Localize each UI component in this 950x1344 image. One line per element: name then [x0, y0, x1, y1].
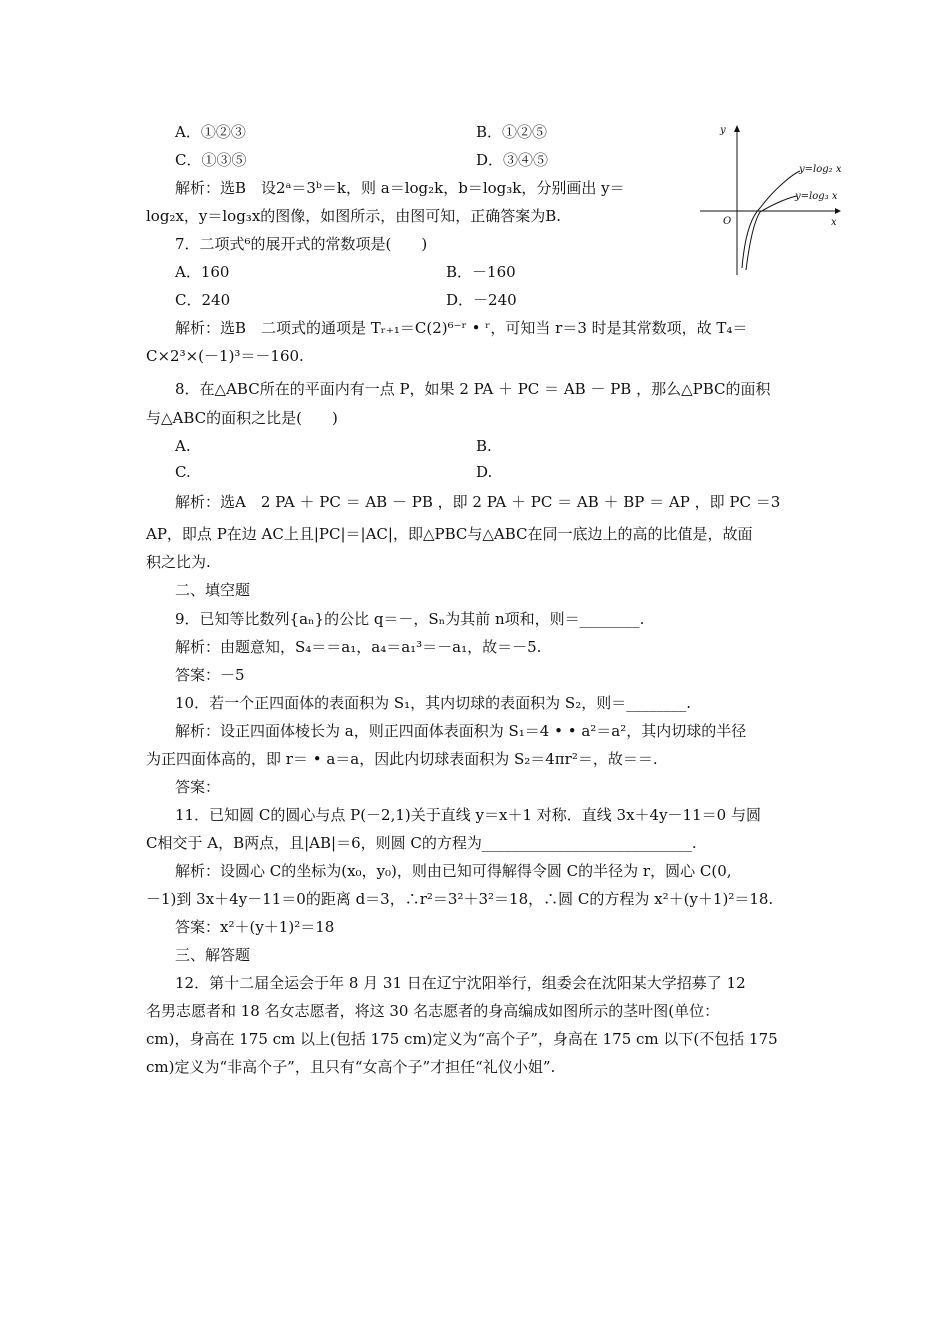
- x-axis-label: x: [831, 217, 837, 228]
- q9-solution: 解析：由题意知，S₄＝＝a₁，a₄＝a₁³＝－a₁，故＝－5.: [175, 638, 542, 656]
- q9-stem: 9．已知等比数列{aₙ}的公比 q＝－，Sₙ为其前 n项和，则＝________.: [175, 610, 645, 628]
- q8-option-b: B.: [476, 437, 492, 455]
- q6-solution-line-1: 解析：选B 设2ᵃ＝3ᵇ＝k，则 a＝log₂k，b＝log₃k，分别画出 y＝: [175, 179, 625, 197]
- x-axis-arrow: [835, 208, 841, 214]
- q12-line-3: cm)，身高在 175 cm 以上(包括 175 cm)定义为“高个子”，身高在 175 cm 以下(不包括 175: [146, 1030, 778, 1048]
- q8-stem-line-1: 8．在△ABC所在的平面内有一点 P，如果 2 PA ＋ PC ＝ AB － PB ，那么△PBC的面积: [175, 380, 771, 398]
- q8-option-a: A.: [175, 437, 191, 455]
- q6-option-a: A．①②③: [175, 123, 246, 141]
- q12-line-4: cm)定义为“非高个子”，且只有“女高个子”才担任“礼仪小姐”.: [146, 1058, 556, 1076]
- log2-curve: [742, 171, 800, 268]
- q7-solution-line-1: 解析：选B 二项式的通项是 Tᵣ₊₁＝C(2)⁶⁻ʳ • ʳ，可知当 r＝3 时是其常数项，故 T₄＝: [175, 319, 748, 337]
- log-graph-svg: [695, 120, 845, 280]
- q11-solution-line-2: －1)到 3x＋4y－11＝0的距离 d＝3，∴r²＝3²＋3²＝18，∴圆 C的方程为 x²＋(y＋1)²＝18.: [146, 890, 774, 908]
- q8-stem-line-2: 与△ABC的面积之比是( ): [146, 409, 338, 427]
- q11-stem-line-1: 11．已知圆 C的圆心与点 P(－2,1)关于直线 y＝x＋1 对称．直线 3x＋4y－11＝0 与圆: [175, 806, 761, 824]
- q8-solution-line-1: 解析：选A 2 PA ＋ PC ＝ AB － PB ，即 2 PA ＋ PC ＝ AB ＋ BP ＝ AP ，即 PC ＝3: [175, 493, 781, 511]
- q12-line-2: 名男志愿者和 18 名女志愿者，将这 30 名志愿者的身高编成如图所示的茎叶图(单位：: [146, 1002, 720, 1020]
- origin-label: O: [723, 216, 732, 227]
- q12-line-1: 12．第十二届全运会于年 8 月 31 日在辽宁沈阳举行，组委会在沈阳某大学招募了 12: [175, 974, 746, 992]
- q8-option-c: C.: [175, 463, 191, 481]
- q10-answer: 答案：: [175, 778, 221, 796]
- log3-curve-label: y=log₃ x: [795, 191, 838, 202]
- q8-option-d: D.: [476, 463, 493, 481]
- q11-stem-line-2: C相交于 A，B两点，且|AB|＝6，则圆 C的方程为____________________________.: [146, 834, 697, 852]
- q6-option-c: C．①③⑤: [175, 151, 247, 169]
- y-axis-arrow: [734, 125, 740, 132]
- section-heading-fill-in: 二、填空题: [175, 581, 251, 599]
- q7-stem: 7．二项式⁶的展开式的常数项是( ): [175, 235, 428, 253]
- log3-curve: [746, 196, 797, 270]
- q7-option-b: B．－160: [446, 263, 516, 281]
- q6-option-b: B．①②⑤: [476, 123, 548, 141]
- section-heading-solve: 三、解答题: [175, 946, 251, 964]
- q10-stem: 10．若一个正四面体的表面积为 S₁，其内切球的表面积为 S₂，则＝________.: [175, 694, 691, 712]
- log-graph-figure: [695, 120, 845, 280]
- y-axis-label: y: [720, 125, 726, 136]
- q7-solution-line-2: C×2³×(－1)³＝－160.: [146, 347, 304, 365]
- q11-answer: 答案：x²＋(y＋1)²＝18: [175, 918, 335, 936]
- q6-solution-line-2: log₂x，y＝log₃x的图像，如图所示，由图可知，正确答案为B.: [146, 207, 562, 225]
- q10-solution-line-2: 为正四面体高的，即 r＝ • a＝a，因此内切球表面积为 S₂＝4πr²＝，故＝＝.: [146, 750, 658, 768]
- q7-option-c: C．240: [175, 291, 231, 309]
- q11-solution-line-1: 解析：设圆心 C的坐标为(x₀，y₀)，则由已知可得解得令圆 C的半径为 r，圆心 C(0,: [175, 862, 732, 880]
- q10-solution-line-1: 解析：设正四面体棱长为 a，则正四面体表面积为 S₁＝4 • • a²＝a²，其内切球的半径: [175, 722, 747, 740]
- log2-curve-label: y=log₂ x: [799, 164, 842, 175]
- q8-solution-line-2: AP，即点 P在边 AC上且|PC|＝|AC|，即△PBC与△ABC在同一底边上的高的比值是，故面: [146, 525, 753, 543]
- q7-option-a: A．160: [175, 263, 230, 281]
- q9-answer: 答案：－5: [175, 666, 245, 684]
- q6-option-d: D．③④⑤: [476, 151, 549, 169]
- q7-option-d: D．－240: [446, 291, 517, 309]
- q8-solution-line-3: 积之比为.: [146, 553, 211, 571]
